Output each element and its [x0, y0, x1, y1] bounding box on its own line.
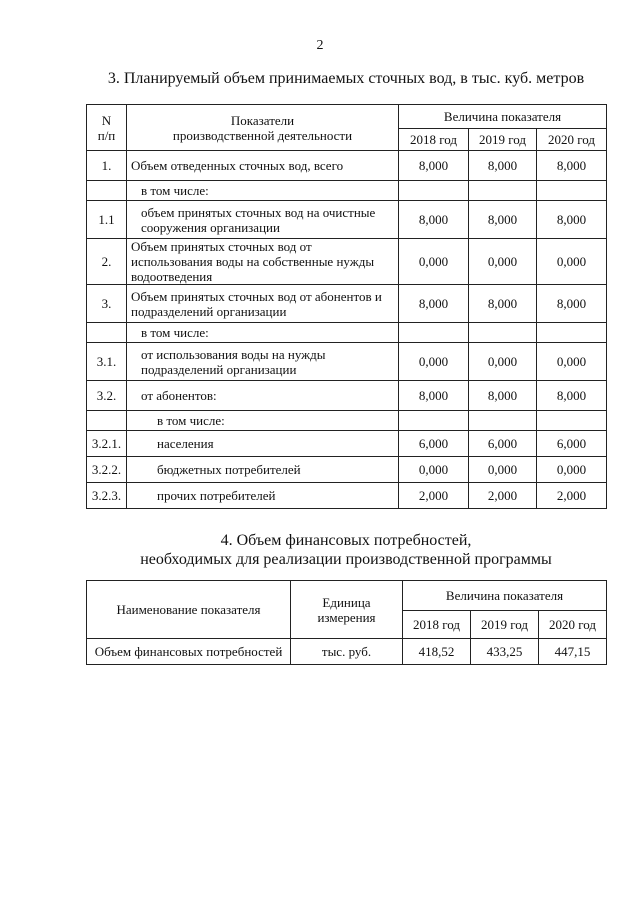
value-2020: 0,000: [537, 239, 607, 285]
header-year-2019: 2019 год: [471, 611, 539, 639]
table-row: [87, 431, 607, 457]
header-unit-cell: [291, 581, 403, 639]
header-indicator-line1: Показатели: [230, 112, 295, 128]
table-row: [87, 457, 607, 483]
header-year-2018: 2018 год: [399, 129, 469, 151]
value-2019: 8,000: [469, 151, 537, 181]
value-2018: [399, 411, 469, 431]
wastewater-volume-table: [86, 104, 607, 509]
header-year-2018: 2018 год: [403, 611, 471, 639]
value-2018: 418,52: [403, 639, 471, 665]
value-2018: 2,000: [399, 483, 469, 509]
value-2019: [469, 181, 537, 201]
table-row: [87, 411, 607, 431]
row-label: объем принятых сточных вод на очистные сооружения организации: [127, 201, 399, 239]
row-unit: тыс. руб.: [291, 639, 403, 665]
value-2020: [537, 411, 607, 431]
value-2019: 8,000: [469, 201, 537, 239]
row-label: от абонентов:: [127, 381, 399, 411]
value-2018: 8,000: [399, 381, 469, 411]
table-row: [87, 151, 607, 181]
header-value-group: Величина показателя: [399, 105, 607, 129]
table-row: [87, 323, 607, 343]
row-label: бюджетных потребителей: [127, 457, 399, 483]
header-name-cell: Наименование показателя: [87, 581, 291, 639]
header-year-2019: 2019 год: [469, 129, 537, 151]
row-label: в том числе:: [127, 411, 399, 431]
table-row: [87, 343, 607, 381]
value-2019: 6,000: [469, 431, 537, 457]
value-2020: 0,000: [537, 457, 607, 483]
row-num: 3.2.: [87, 381, 127, 411]
value-2019: [469, 323, 537, 343]
section-3-title: 3. Планируемый объем принимаемых сточных вод, в тыс. куб. метров: [107, 70, 585, 87]
value-2019: 0,000: [469, 457, 537, 483]
value-2020: [537, 181, 607, 201]
value-2018: 6,000: [399, 431, 469, 457]
header-unit-line1: Единица: [322, 594, 371, 610]
header-value-group: Величина показателя: [403, 581, 607, 611]
value-2020: 8,000: [537, 201, 607, 239]
row-label: Объем принятых сточных вод от абонентов и подразделений организации: [127, 285, 399, 323]
value-2020: 8,000: [537, 285, 607, 323]
page-number: 2: [316, 38, 324, 53]
value-2019: 2,000: [469, 483, 537, 509]
header-num-cell: [87, 105, 127, 151]
value-2020: 8,000: [537, 381, 607, 411]
table-row: [87, 639, 607, 665]
value-2019: 433,25: [471, 639, 539, 665]
row-label: от использования воды на нужды подразделений организации: [127, 343, 399, 381]
value-2018: 0,000: [399, 239, 469, 285]
table-row: [87, 483, 607, 509]
value-2020: 0,000: [537, 343, 607, 381]
row-num: [87, 181, 127, 201]
header-indicator-line2: производственной деятельности: [172, 127, 353, 143]
header-unit-line2: измерения: [317, 609, 376, 625]
financial-needs-table: [86, 580, 607, 665]
value-2019: 0,000: [469, 239, 537, 285]
value-2018: 8,000: [399, 285, 469, 323]
value-2020: 8,000: [537, 151, 607, 181]
value-2019: 8,000: [469, 381, 537, 411]
table-row: [87, 181, 607, 201]
value-2019: 8,000: [469, 285, 537, 323]
row-label: Объем принятых сточных вод от использования воды на собственные нужды водоотведения: [127, 239, 399, 285]
value-2020: 2,000: [537, 483, 607, 509]
table-row: [87, 285, 607, 323]
header-num-line2: п/п: [97, 127, 116, 143]
header-year-2020: 2020 год: [539, 611, 607, 639]
value-2018: 0,000: [399, 457, 469, 483]
value-2018: 0,000: [399, 343, 469, 381]
row-num: [87, 323, 127, 343]
value-2020: 6,000: [537, 431, 607, 457]
row-num: 3.1.: [87, 343, 127, 381]
value-2019: [469, 411, 537, 431]
table-row: [87, 201, 607, 239]
header-indicator-cell: [127, 105, 399, 151]
section-4-title-line2: необходимых для реализации производственной программы: [140, 551, 552, 568]
row-num: 3.2.2.: [87, 457, 127, 483]
row-num: 2.: [87, 239, 127, 285]
row-num: 3.: [87, 285, 127, 323]
row-label: населения: [127, 431, 399, 457]
row-label: Объем отведенных сточных вод, всего: [127, 151, 399, 181]
row-num: 3.2.1.: [87, 431, 127, 457]
value-2020: 447,15: [539, 639, 607, 665]
row-num: 1.: [87, 151, 127, 181]
value-2019: 0,000: [469, 343, 537, 381]
value-2018: 8,000: [399, 151, 469, 181]
row-label: прочих потребителей: [127, 483, 399, 509]
row-num: 1.1: [87, 201, 127, 239]
header-num-line1: N: [101, 112, 112, 128]
value-2018: 8,000: [399, 201, 469, 239]
table-row: [87, 239, 607, 285]
table-row: [87, 381, 607, 411]
value-2020: [537, 323, 607, 343]
section-4-title: [86, 531, 606, 569]
row-label: Объем финансовых потребностей: [87, 639, 291, 665]
value-2018: [399, 323, 469, 343]
row-num: [87, 411, 127, 431]
section-4-title-line1: 4. Объем финансовых потребностей,: [220, 532, 472, 549]
row-label: в том числе:: [127, 323, 399, 343]
value-2018: [399, 181, 469, 201]
header-year-2020: 2020 год: [537, 129, 607, 151]
row-num: 3.2.3.: [87, 483, 127, 509]
row-label: в том числе:: [127, 181, 399, 201]
